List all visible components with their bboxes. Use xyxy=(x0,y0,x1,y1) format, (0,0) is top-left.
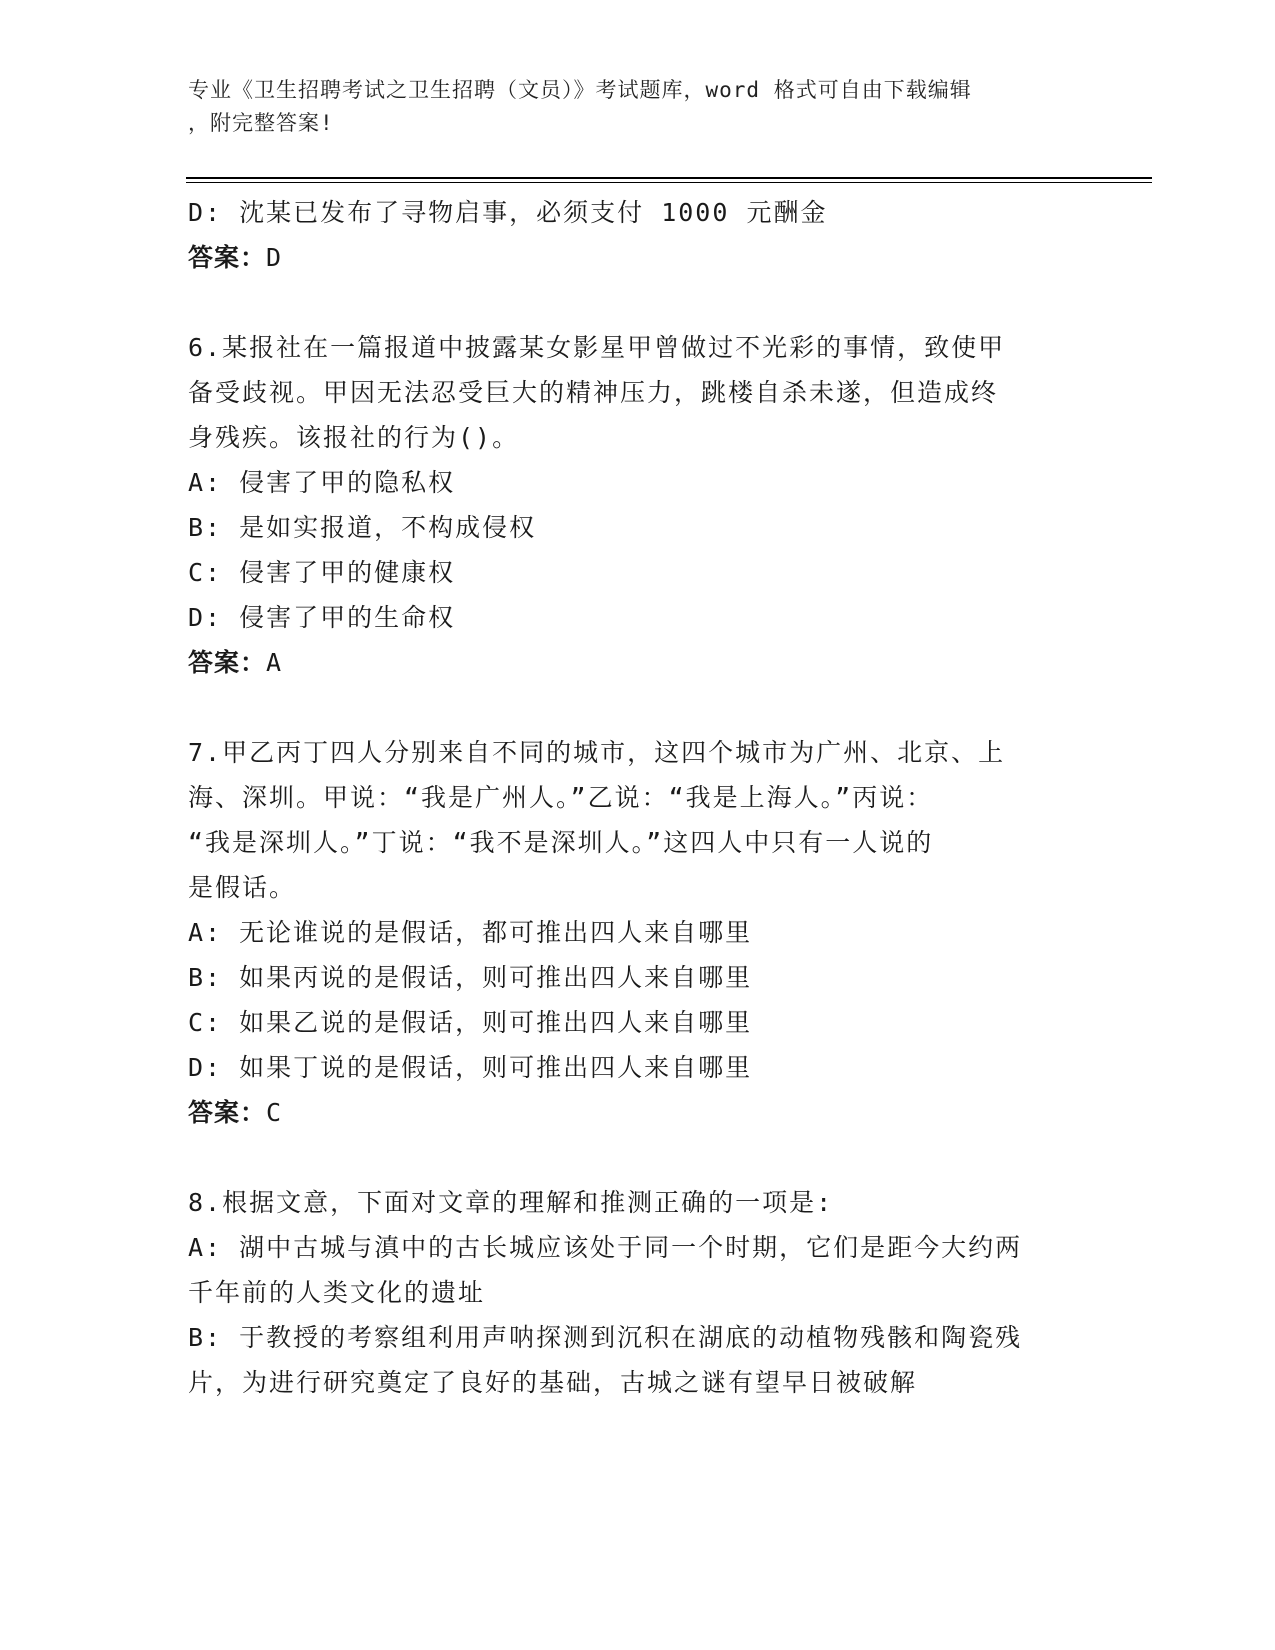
answer-label: 答案： xyxy=(188,1098,267,1127)
q6-option-a: A: 侵害了甲的隐私权 xyxy=(188,468,456,497)
question-6 xyxy=(188,325,1088,685)
q8-option-a-cont: 千年前的人类文化的遗址 xyxy=(188,1278,486,1307)
question-content xyxy=(188,190,1088,1405)
header-line-1: 专业《卫生招聘考试之卫生招聘（文员）》考试题库，word 格式可自由下载编辑 xyxy=(188,78,972,102)
q7-stem-line: “我是深圳人。”丁说：“我不是深圳人。”这四人中只有一人说的 xyxy=(188,828,934,857)
q8-stem-line: 8.根据文意，下面对文章的理解和推测正确的一项是: xyxy=(188,1188,834,1217)
q7-stem-line: 海、深圳。甲说：“我是广州人。”乙说：“我是上海人。”丙说： xyxy=(188,783,934,812)
q8-option-b-cont: 片，为进行研究奠定了良好的基础，古城之谜有望早日被破解 xyxy=(188,1368,918,1397)
header-divider-thick xyxy=(186,177,1152,179)
q6-answer xyxy=(188,640,1088,685)
q6-stem-line: 备受歧视。甲因无法忍受巨大的精神压力，跳楼自杀未遂，但造成终 xyxy=(188,378,999,407)
q7-option-a: A: 无论谁说的是假话，都可推出四人来自哪里 xyxy=(188,918,753,947)
q8-option-a: A: 湖中古城与滇中的古长城应该处于同一个时期，它们是距今大约两 xyxy=(188,1233,1023,1262)
header-line-2: ，附完整答案! xyxy=(188,111,334,135)
q6-option-b: B: 是如实报道，不构成侵权 xyxy=(188,513,537,542)
q7-answer xyxy=(188,1090,1088,1135)
answer-label: 答案： xyxy=(188,243,267,272)
answer-value: A xyxy=(266,648,283,677)
q7-option-b: B: 如果丙说的是假话，则可推出四人来自哪里 xyxy=(188,963,753,992)
header-divider-thin xyxy=(186,182,1152,183)
question-7 xyxy=(188,730,1088,1135)
answer-value: D xyxy=(266,243,283,272)
q7-option-d: D: 如果丁说的是假话，则可推出四人来自哪里 xyxy=(188,1053,753,1082)
q6-stem-line: 身残疾。该报社的行为()。 xyxy=(188,423,520,452)
q6-stem-line: 6.某报社在一篇报道中披露某女影星甲曾做过不光彩的事情，致使甲 xyxy=(188,333,1006,362)
spacer xyxy=(188,1135,1088,1180)
question-8 xyxy=(188,1180,1088,1405)
page-header xyxy=(188,74,1068,140)
q7-stem-line: 是假话。 xyxy=(188,873,297,902)
answer-label: 答案： xyxy=(188,648,267,677)
q7-stem-line: 7.甲乙丙丁四人分别来自不同的城市，这四个城市为广州、北京、上 xyxy=(188,738,1006,767)
q5-answer xyxy=(188,235,1088,280)
spacer xyxy=(188,685,1088,730)
q6-option-d: D: 侵害了甲的生命权 xyxy=(188,603,456,632)
answer-value: C xyxy=(266,1098,283,1127)
q7-option-c: C: 如果乙说的是假话，则可推出四人来自哪里 xyxy=(188,1008,753,1037)
q5-option-d: D: 沈某已发布了寻物启事，必须支付 1000 元酬金 xyxy=(188,198,828,227)
q6-option-c: C: 侵害了甲的健康权 xyxy=(188,558,456,587)
spacer xyxy=(188,280,1088,325)
q8-option-b: B: 于教授的考察组利用声呐探测到沉积在湖底的动植物残骸和陶瓷残 xyxy=(188,1323,1023,1352)
